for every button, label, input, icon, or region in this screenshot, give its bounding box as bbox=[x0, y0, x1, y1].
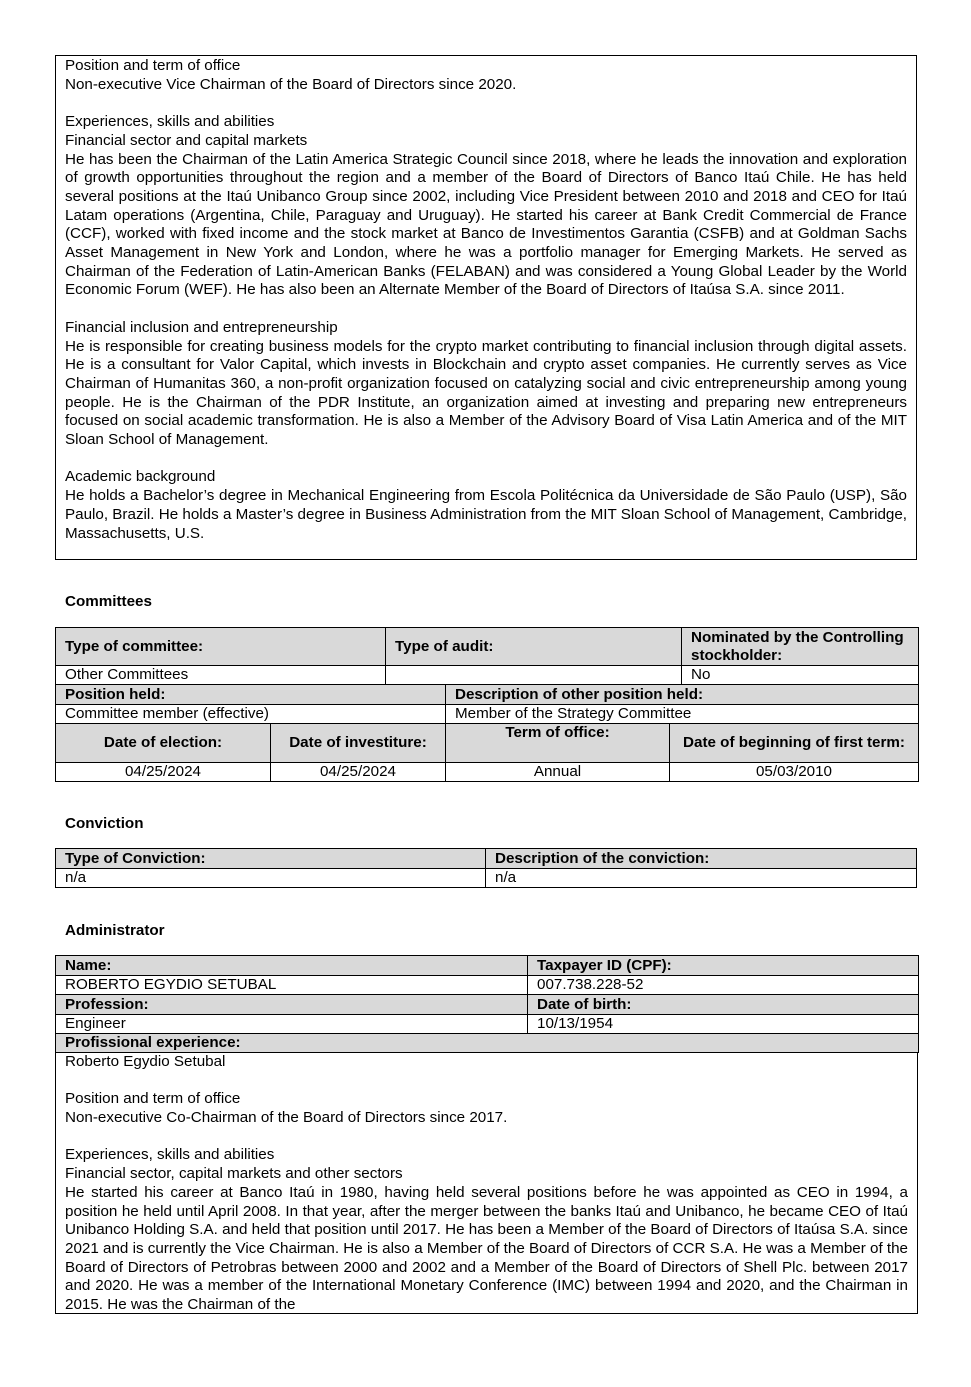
dob-value: 10/13/1954 bbox=[528, 1015, 919, 1034]
admin-position-heading: Position and term of office bbox=[65, 1090, 241, 1108]
conviction-description-value: n/a bbox=[486, 869, 917, 888]
taxpayer-value: 007.738.228-52 bbox=[528, 976, 919, 995]
nominated-label: Nominated by the Controlling stockholder: bbox=[682, 628, 919, 666]
nominated-value: No bbox=[682, 666, 919, 685]
dob-label: Date of birth: bbox=[528, 995, 919, 1015]
admin-sector-text: He started his career at Banco Itaú in 1980, having held several positions before he was appointed as CEO in 1994, a position he held until April 2008. In that year, after the merger between the banks Itaú and Unibanco, he became CEO of Itaú Unibanco Holding S.A. and held that position until 2017. He has been a Member of the Board of Directors of Itaúsa S.A. since 2021 and is currently the Vice Chairman. He is also a Member of the Board of Directors of CCR S.A. He was a Member of the Board of Directors of Petrobras between 2000 and 2002 and a Member of the Board of Directors of Shell Plc. between 2017 and 2020. He was a member of the International Monetary Conference (IMC) between 1994 and 2020, and the Chairman in 2015. He was the Chairman of the bbox=[65, 1183, 908, 1314]
taxpayer-label: Taxpayer ID (CPF): bbox=[528, 956, 919, 976]
profession-label: Profession: bbox=[56, 995, 528, 1015]
admin-experience-heading: Experiences, skills and abilities bbox=[65, 1146, 275, 1164]
inclusion-text: He is responsible for creating business models for the crypto market contributing to financial inclusion through digital assets. He is a consultant for Valor Capital, which invests in Blockchain and crypto asset companies. He currently serves as Vice Chairman of Humanitas 360, a non-profit organization focused on catalyzing social and civic entrepreneurship among young people. He is the Chairman of the PDR Institute, an organization aimed at investing and preparing new entrepreneurs focused on social academic transformation. He is also a Member of the Advisory Board of Visa Latin America and of the MIT Sloan School of Management. bbox=[65, 337, 907, 449]
committees-table-position bbox=[55, 684, 919, 724]
sector-text: He has been the Chairman of the Latin America Strategic Council since 2018, where he leads the innovation and exploration of growth opportunities throughout the region and a member of the Board of Directors of Banco Itaú Chile. He has held several positions at the Itaú Unibanco Group since 2002, including Vice President between 2010 and 2018 and CEO for Itaú Latam operations (Argentina, Chile, Paraguay and Uruguay). He started his career at Bank Credit Commercial de France (CCF), worked with fixed income and the stock market at Banco de Investimentos Garantia (CSFB) and at Goldman Sachs Asset Management in New York and London, where he was a portfolio manager for Emerging Markets. He served as Chairman of the Federation of Latin-American Banks (FELABAN) and was considered a Young Global Leader by the World Economic Forum (WEF). He has also been an Alternate Member of the Board of Directors of Itaúsa S.A. since 2011. bbox=[65, 150, 907, 299]
profession-value: Engineer bbox=[56, 1015, 528, 1034]
position-held-value: Committee member (effective) bbox=[56, 705, 446, 724]
admin-sector-heading: Financial sector, capital markets and other sectors bbox=[65, 1165, 403, 1183]
date-election-value: 04/25/2024 bbox=[56, 763, 271, 782]
type-of-audit-value bbox=[386, 666, 682, 685]
position-heading: Position and term of office bbox=[65, 57, 241, 74]
position-held-label: Position held: bbox=[56, 685, 446, 705]
date-election-label: Date of election: bbox=[56, 724, 271, 763]
committees-title: Committees bbox=[65, 593, 152, 610]
description-label: Description of other position held: bbox=[446, 685, 919, 705]
conviction-table bbox=[55, 848, 917, 888]
sector-heading: Financial sector and capital markets bbox=[65, 131, 308, 149]
admin-position-text: Non-executive Co-Chairman of the Board of Directors since 2017. bbox=[65, 1109, 508, 1127]
term-label: Term of office: bbox=[446, 724, 670, 763]
type-of-committee-value: Other Committees bbox=[56, 666, 386, 685]
experience-heading: Experiences, skills and abilities bbox=[65, 113, 275, 131]
committees-table-top bbox=[55, 627, 919, 685]
date-first-term-label: Date of beginning of first term: bbox=[670, 724, 919, 763]
conviction-title: Conviction bbox=[65, 815, 144, 832]
description-value: Member of the Strategy Committee bbox=[446, 705, 919, 724]
date-first-term-value: 05/03/2010 bbox=[670, 763, 919, 782]
term-value: Annual bbox=[446, 763, 670, 782]
conviction-description-label: Description of the conviction: bbox=[486, 849, 917, 869]
experience-label: Profissional experience: bbox=[56, 1034, 919, 1053]
position-text: Non-executive Vice Chairman of the Board of Directors since 2020. bbox=[65, 75, 517, 93]
conviction-type-label: Type of Conviction: bbox=[56, 849, 486, 869]
conviction-type-value: n/a bbox=[56, 869, 486, 888]
type-of-committee-label: Type of committee: bbox=[56, 628, 386, 666]
name-value: ROBERTO EGYDIO SETUBAL bbox=[56, 976, 528, 995]
committees-table-dates bbox=[55, 723, 919, 782]
previous-director-experience-box bbox=[55, 55, 917, 560]
type-of-audit-label: Type of audit: bbox=[386, 628, 682, 666]
name-label: Name: bbox=[56, 956, 528, 976]
administrator-experience-box bbox=[55, 1052, 918, 1314]
academic-heading: Academic background bbox=[65, 468, 216, 486]
date-investiture-label: Date of investiture: bbox=[271, 724, 446, 763]
inclusion-heading: Financial inclusion and entrepreneurship bbox=[65, 318, 338, 336]
admin-person-name: Roberto Egydio Setubal bbox=[65, 1053, 226, 1070]
academic-text: He holds a Bachelor’s degree in Mechanical Engineering from Escola Politécnica da Universidade de São Paulo (USP), São Paulo, Brazil. He holds a Master’s degree in Business Administration from the MIT Sloan School of Management, Cambridge, Massachusetts, U.S. bbox=[65, 487, 907, 542]
administrator-table bbox=[55, 955, 919, 1053]
date-investiture-value: 04/25/2024 bbox=[271, 763, 446, 782]
administrator-title: Administrator bbox=[65, 922, 165, 939]
